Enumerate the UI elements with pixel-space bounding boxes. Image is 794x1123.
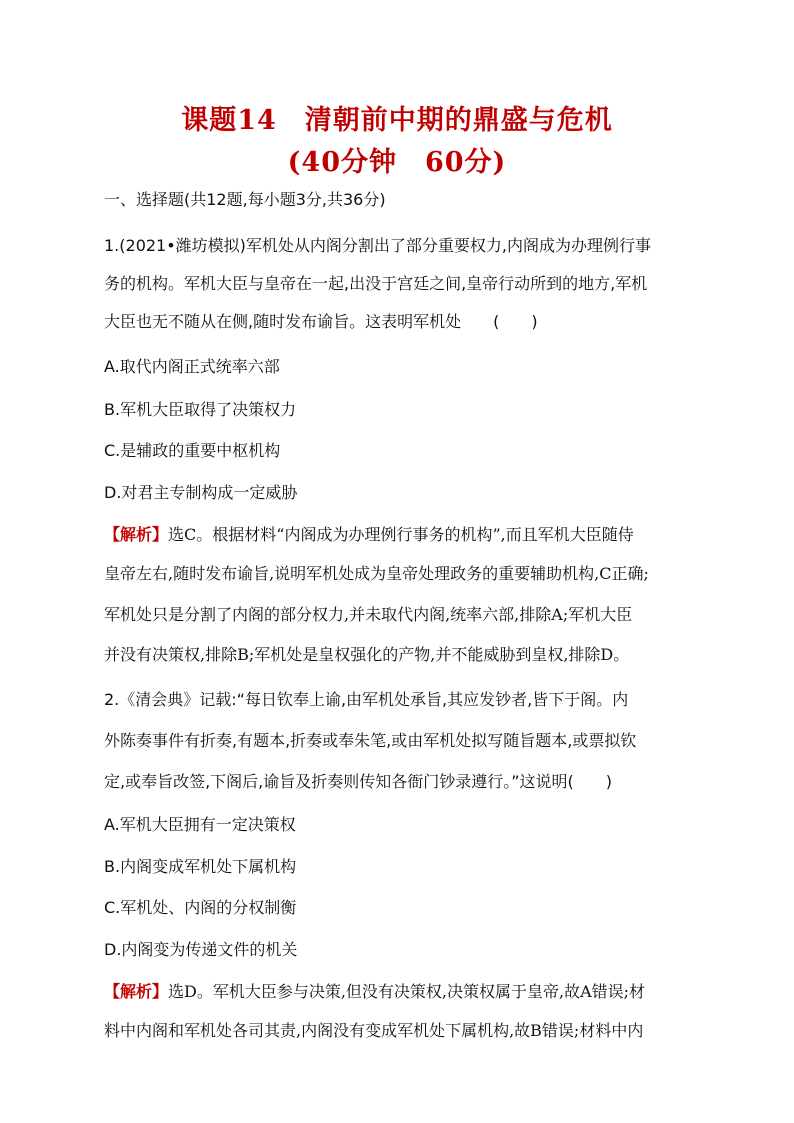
q1-analysis-line-1 [104, 525, 724, 545]
q2-option-d: D.内阁变为传递文件的机关 [104, 940, 298, 959]
page-title: 课题14 清朝前中期的鼎盛与危机 [181, 105, 613, 136]
q1-option-d: D.对君主专制构成一定威胁 [104, 483, 298, 502]
q2-option-b: B.内阁变成军机处下属机构 [104, 857, 297, 876]
q2-option-a: A.军机大臣拥有一定决策权 [104, 815, 296, 834]
q1-analysis-line-4: 并没有决策权,排除B;军机处是皇权强化的产物,并不能威胁到皇权,排除D。 [104, 645, 630, 664]
q2-analysis-text-1: 选D。军机大臣参与决策,但没有决策权,决策权属于皇帝,故A错误;材 [168, 982, 646, 1001]
q1-option-c: C.是辅政的重要中枢机构 [104, 441, 281, 460]
q2-analysis-line-2: 料中内阁和军机处各司其责,内阁没有变成军机处下属机构,故B错误;材料中内 [104, 1021, 644, 1040]
q1-analysis-tag: 【解析】 [104, 525, 169, 544]
q2-option-c: C.军机处、内阁的分权制衡 [104, 898, 297, 917]
q2-analysis-line-1 [104, 982, 724, 1002]
q1-stem-line-1: 1.(2021•潍坊模拟)军机处从内阁分割出了部分重要权力,内阁成为办理例行事 [104, 236, 651, 255]
q1-stem-line-3: 大臣也无不随从在侧,随时发布谕旨。这表明军机处 ( ) [104, 312, 538, 331]
section-heading: 一、选择题(共12题,每小题3分,共36分) [104, 190, 386, 209]
q2-stem-line-3: 定,或奉旨改签,下阁后,谕旨及折奏则传知各衙门钞录遵行。”这说明( ) [104, 772, 613, 791]
q1-option-a: A.取代内阁正式统率六部 [104, 357, 280, 376]
q2-stem-line-2: 外陈奏事件有折奏,有题本,折奏或奉朱笔,或由军机处拟写随旨题本,或票拟钦 [104, 731, 637, 750]
q1-analysis-text-1: 选C。根据材料“内阁成为办理例行事务的机构”,而且军机大臣随侍 [168, 525, 634, 544]
page-subtitle: (40分钟 60分) [287, 147, 507, 178]
q2-analysis-tag: 【解析】 [104, 982, 169, 1001]
q1-option-b: B.军机大臣取得了决策权力 [104, 400, 297, 419]
q2-stem-line-1: 2.《清会典》记载:“每日钦奉上谕,由军机处承旨,其应发钞者,皆下于阁。内 [104, 690, 629, 709]
q1-analysis-line-3: 军机处只是分割了内阁的部分权力,并未取代内阁,统率六部,排除A;军机大臣 [104, 605, 633, 624]
q1-analysis-line-2: 皇帝左右,随时发布谕旨,说明军机处成为皇帝处理政务的重要辅助机构,C正确; [104, 564, 649, 583]
q1-stem-line-2: 务的机构。军机大臣与皇帝在一起,出没于宫廷之间,皇帝行动所到的地方,军机 [104, 274, 648, 293]
